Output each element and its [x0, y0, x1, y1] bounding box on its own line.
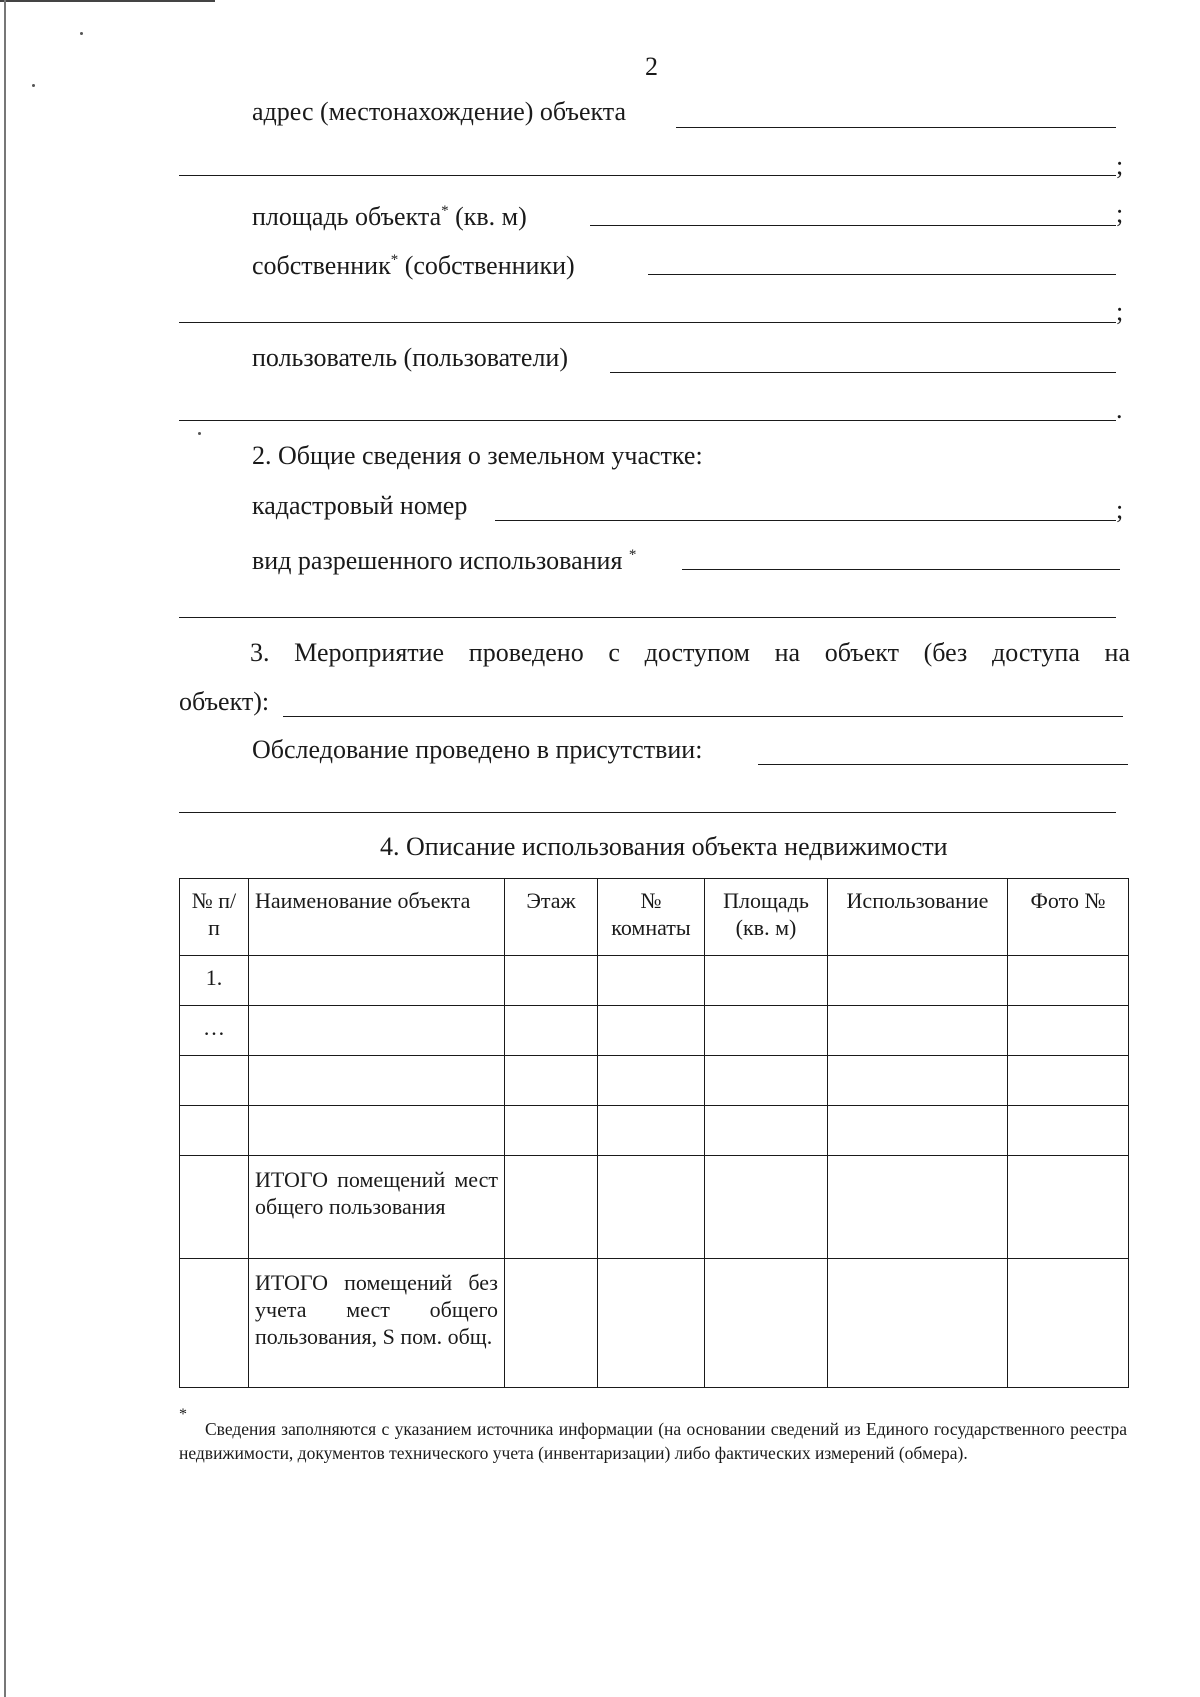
- section3-line2: объект):: [179, 687, 270, 716]
- scan-speck: [80, 32, 83, 35]
- table-cell[interactable]: [249, 956, 505, 1006]
- page-number: 2: [645, 52, 658, 81]
- table-cell[interactable]: [598, 1006, 705, 1056]
- permitted-use-field-line[interactable]: [682, 569, 1120, 570]
- section3-line1: 3. Мероприятие проведено с доступом на объект (без доступа на: [250, 638, 1130, 667]
- user-label: пользователь (пользователи): [252, 343, 568, 372]
- address-field-line[interactable]: [676, 127, 1116, 128]
- header-area: Площадь (кв. м): [705, 879, 828, 956]
- table-cell[interactable]: [598, 956, 705, 1006]
- scan-speck: [32, 84, 35, 87]
- area-field-line[interactable]: [590, 225, 1116, 226]
- user-field-line[interactable]: [610, 372, 1116, 373]
- table-cell[interactable]: [505, 1006, 598, 1056]
- header-usage: Использование: [828, 879, 1008, 956]
- table-cell[interactable]: [828, 956, 1008, 1006]
- table-row: [180, 956, 1129, 1006]
- access-field-line[interactable]: [283, 716, 1123, 717]
- row-number: …: [180, 1006, 249, 1056]
- total-common-row: [180, 1156, 1129, 1259]
- usage-table: [179, 878, 1129, 1388]
- table-cell[interactable]: [1008, 1056, 1129, 1106]
- area-label: площадь объекта: [252, 202, 442, 231]
- table-cell[interactable]: [705, 1006, 828, 1056]
- table-cell[interactable]: [705, 1056, 828, 1106]
- presence-field-line[interactable]: [758, 764, 1128, 765]
- table-cell[interactable]: [828, 1259, 1008, 1388]
- table-cell[interactable]: [180, 1156, 249, 1259]
- table-cell[interactable]: [1008, 1156, 1129, 1259]
- table-cell[interactable]: [705, 1156, 828, 1259]
- header-floor: Этаж: [505, 879, 598, 956]
- section2-title: 2. Общие сведения о земельном участке:: [252, 441, 703, 470]
- table-cell[interactable]: [705, 956, 828, 1006]
- table-cell[interactable]: [598, 1259, 705, 1388]
- cadastral-label: кадастровый номер: [252, 491, 468, 520]
- cadastral-semicolon: ;: [1116, 495, 1124, 524]
- table-cell[interactable]: [505, 956, 598, 1006]
- table-cell[interactable]: [1008, 1259, 1129, 1388]
- permitted-use-row: [252, 539, 636, 577]
- table-row: [180, 1056, 1129, 1106]
- table-cell[interactable]: [249, 1006, 505, 1056]
- header-room: № комнаты: [598, 879, 705, 956]
- owner-semicolon: ;: [1116, 297, 1124, 326]
- table-cell[interactable]: [828, 1006, 1008, 1056]
- permitted-use-field-line-2[interactable]: [179, 617, 1116, 618]
- footnote: [179, 1406, 1127, 1465]
- presence-label: Обследование проведено в присутствии:: [252, 735, 703, 764]
- table-cell[interactable]: [598, 1056, 705, 1106]
- table-cell[interactable]: [249, 1106, 505, 1156]
- table-cell[interactable]: [828, 1056, 1008, 1106]
- owner-field-line[interactable]: [648, 274, 1116, 275]
- user-period: .: [1116, 395, 1123, 424]
- area-asterisk: *: [441, 203, 449, 219]
- row-number: 1.: [180, 956, 249, 1006]
- user-field-line-2[interactable]: [179, 420, 1116, 421]
- table-cell[interactable]: [1008, 1106, 1129, 1156]
- owner-field-line-2[interactable]: [179, 322, 1116, 323]
- table-cell[interactable]: [828, 1106, 1008, 1156]
- table-header-row: [180, 879, 1129, 956]
- footnote-text: Сведения заполняются с указанием источника информации (на основании сведений из Единого государственного реестра недвижимости, документов технического учета (инвентаризации) либо фактических измерений (обмера).: [179, 1419, 1127, 1463]
- table-cell[interactable]: [705, 1259, 828, 1388]
- table-cell[interactable]: [1008, 1006, 1129, 1056]
- total-common-label: ИТОГО помещений мест общего пользования: [249, 1156, 505, 1259]
- presence-field-line-2[interactable]: [179, 812, 1116, 813]
- table-row: [180, 1006, 1129, 1056]
- area-unit: (кв. м): [455, 202, 527, 231]
- table-cell[interactable]: [598, 1106, 705, 1156]
- table-cell[interactable]: [1008, 956, 1129, 1006]
- cadastral-field-line[interactable]: [495, 520, 1116, 521]
- total-without-common-label: ИТОГО помещений без учета мест общего пользования, S пом. общ.: [249, 1259, 505, 1388]
- permitted-use-asterisk: *: [628, 547, 637, 563]
- row-number[interactable]: [180, 1056, 249, 1106]
- table-cell[interactable]: [598, 1156, 705, 1259]
- scan-speck: [198, 432, 201, 435]
- address-field-line-2[interactable]: [179, 175, 1116, 176]
- total-without-common-row: [180, 1259, 1129, 1388]
- table-row: [180, 1106, 1129, 1156]
- owner-label: собственник: [252, 251, 391, 280]
- owner-suffix: (собственники): [404, 251, 575, 280]
- table-cell[interactable]: [505, 1156, 598, 1259]
- table-cell[interactable]: [505, 1106, 598, 1156]
- page-edge-left: [4, 0, 6, 1697]
- section4-title: 4. Описание использования объекта недвижимости: [380, 832, 948, 861]
- permitted-use-label: вид разрешенного использования: [252, 546, 623, 575]
- table-cell[interactable]: [705, 1106, 828, 1156]
- area-label-row: [252, 195, 527, 233]
- table-cell[interactable]: [180, 1259, 249, 1388]
- address-label: адрес (местонахождение) объекта: [252, 97, 627, 126]
- header-num: № п/п: [180, 879, 249, 956]
- page-edge-top: [0, 0, 215, 2]
- footnote-asterisk: *: [179, 1406, 187, 1423]
- area-semicolon: ;: [1116, 199, 1124, 228]
- table-cell[interactable]: [249, 1056, 505, 1106]
- header-photo: Фото №: [1008, 879, 1129, 956]
- table-cell[interactable]: [505, 1259, 598, 1388]
- owner-label-row: [252, 244, 575, 282]
- row-number[interactable]: [180, 1106, 249, 1156]
- header-name: Наименование объекта: [249, 879, 505, 956]
- table-cell[interactable]: [505, 1056, 598, 1106]
- owner-asterisk: *: [390, 252, 399, 268]
- table-cell[interactable]: [828, 1156, 1008, 1259]
- address-semicolon: ;: [1116, 151, 1124, 180]
